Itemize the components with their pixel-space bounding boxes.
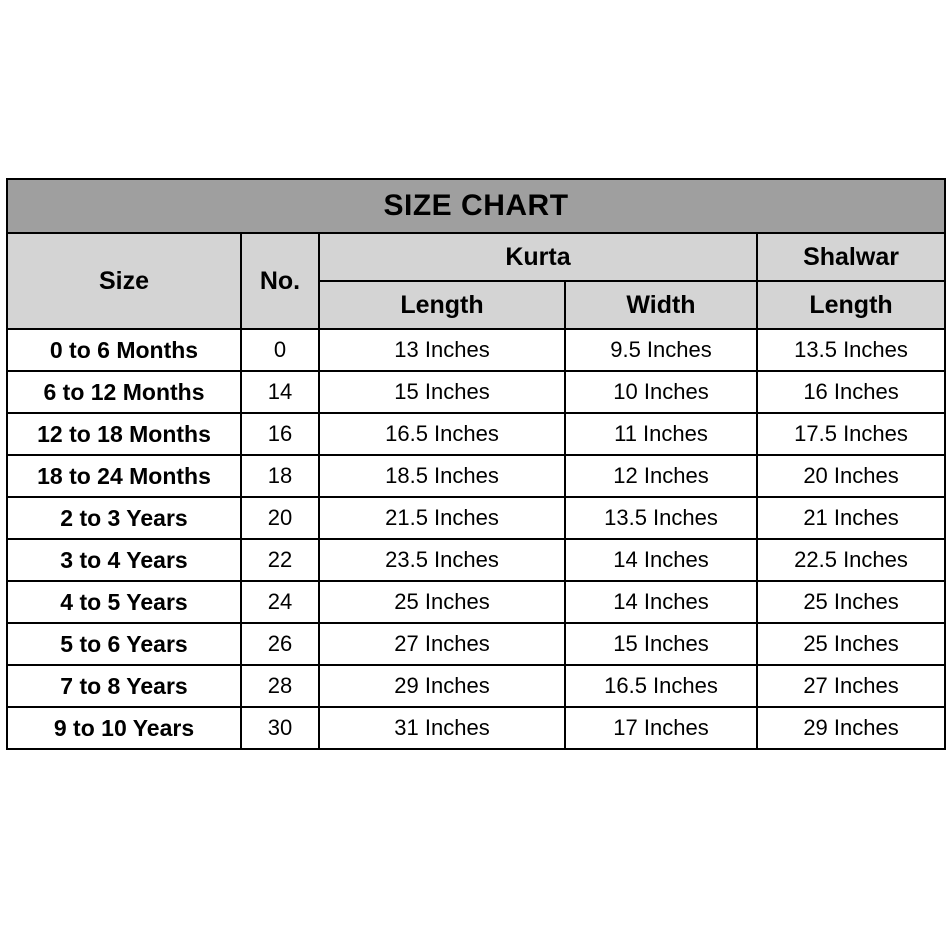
cell-size: 18 to 24 Months (7, 455, 241, 497)
cell-shalwar-length: 25 Inches (757, 623, 945, 665)
column-subheader-kurta-length: Length (319, 281, 565, 329)
cell-no: 22 (241, 539, 319, 581)
cell-size: 3 to 4 Years (7, 539, 241, 581)
cell-shalwar-length: 27 Inches (757, 665, 945, 707)
table-row (7, 329, 945, 371)
chart-title: SIZE CHART (7, 179, 945, 233)
cell-shalwar-length: 16 Inches (757, 371, 945, 413)
table-row (7, 581, 945, 623)
cell-no: 28 (241, 665, 319, 707)
cell-size: 6 to 12 Months (7, 371, 241, 413)
cell-no: 26 (241, 623, 319, 665)
cell-size: 4 to 5 Years (7, 581, 241, 623)
cell-kurta-length: 18.5 Inches (319, 455, 565, 497)
cell-kurta-length: 29 Inches (319, 665, 565, 707)
table-row (7, 707, 945, 749)
column-subheader-kurta-width: Width (565, 281, 757, 329)
column-header-shalwar: Shalwar (757, 233, 945, 281)
cell-no: 18 (241, 455, 319, 497)
cell-shalwar-length: 17.5 Inches (757, 413, 945, 455)
cell-no: 14 (241, 371, 319, 413)
cell-kurta-length: 16.5 Inches (319, 413, 565, 455)
table-row (7, 623, 945, 665)
column-header-size: Size (7, 233, 241, 329)
cell-kurta-width: 11 Inches (565, 413, 757, 455)
table-row (7, 455, 945, 497)
table-row (7, 497, 945, 539)
cell-kurta-width: 12 Inches (565, 455, 757, 497)
cell-kurta-width: 14 Inches (565, 581, 757, 623)
cell-kurta-length: 27 Inches (319, 623, 565, 665)
cell-shalwar-length: 29 Inches (757, 707, 945, 749)
cell-size: 0 to 6 Months (7, 329, 241, 371)
cell-size: 9 to 10 Years (7, 707, 241, 749)
cell-kurta-width: 9.5 Inches (565, 329, 757, 371)
cell-no: 20 (241, 497, 319, 539)
table-row (7, 371, 945, 413)
column-header-no: No. (241, 233, 319, 329)
cell-shalwar-length: 13.5 Inches (757, 329, 945, 371)
table-group-header-row (7, 233, 945, 281)
cell-kurta-width: 16.5 Inches (565, 665, 757, 707)
table-row (7, 413, 945, 455)
table-body (7, 329, 945, 749)
cell-shalwar-length: 20 Inches (757, 455, 945, 497)
cell-kurta-length: 31 Inches (319, 707, 565, 749)
cell-no: 16 (241, 413, 319, 455)
table-row (7, 539, 945, 581)
cell-kurta-length: 21.5 Inches (319, 497, 565, 539)
cell-size: 12 to 18 Months (7, 413, 241, 455)
cell-no: 24 (241, 581, 319, 623)
cell-kurta-width: 10 Inches (565, 371, 757, 413)
cell-size: 5 to 6 Years (7, 623, 241, 665)
cell-no: 0 (241, 329, 319, 371)
cell-shalwar-length: 21 Inches (757, 497, 945, 539)
cell-kurta-length: 13 Inches (319, 329, 565, 371)
cell-size: 7 to 8 Years (7, 665, 241, 707)
cell-no: 30 (241, 707, 319, 749)
cell-shalwar-length: 25 Inches (757, 581, 945, 623)
cell-kurta-width: 13.5 Inches (565, 497, 757, 539)
cell-kurta-width: 17 Inches (565, 707, 757, 749)
table-row (7, 665, 945, 707)
cell-kurta-length: 15 Inches (319, 371, 565, 413)
cell-kurta-width: 14 Inches (565, 539, 757, 581)
column-subheader-shalwar-length: Length (757, 281, 945, 329)
cell-size: 2 to 3 Years (7, 497, 241, 539)
column-header-kurta: Kurta (319, 233, 757, 281)
table-title-row (7, 179, 945, 233)
cell-shalwar-length: 22.5 Inches (757, 539, 945, 581)
cell-kurta-length: 25 Inches (319, 581, 565, 623)
cell-kurta-width: 15 Inches (565, 623, 757, 665)
size-chart-container (6, 178, 944, 750)
cell-kurta-length: 23.5 Inches (319, 539, 565, 581)
table-header (7, 179, 945, 329)
size-chart-table (6, 178, 946, 750)
